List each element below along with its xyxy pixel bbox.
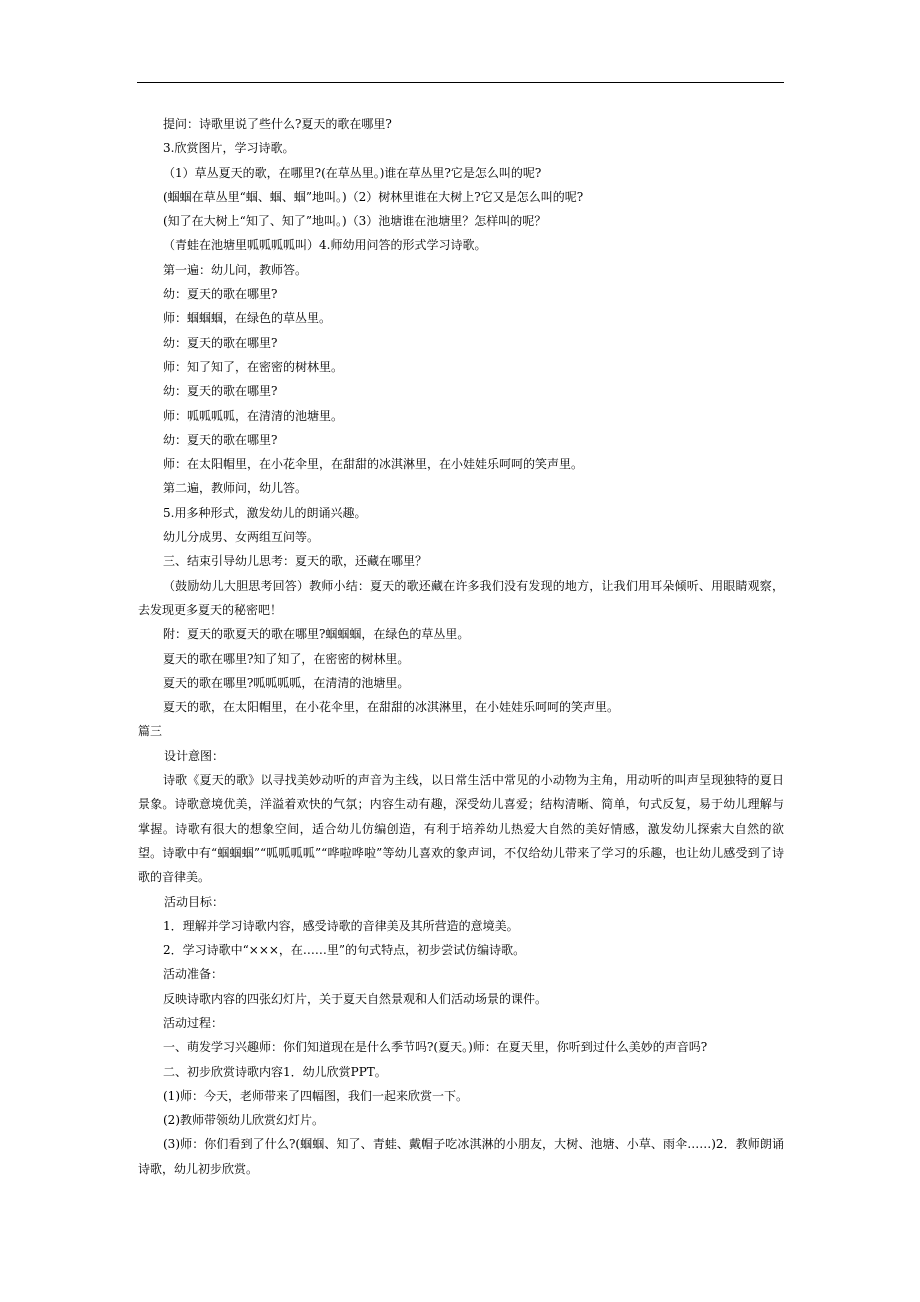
paragraph: 附：夏天的歌夏天的歌在哪里?蝈蝈蝈，在绿色的草丛里。 (163, 627, 470, 642)
paragraph: 第二遍，教师问，幼儿答。 (163, 481, 308, 496)
chapter-heading: 篇三 (138, 724, 163, 739)
paragraph: (知了在大树上“知了、知了”地叫。)（3）池塘谁在池塘里？怎样叫的呢？ (163, 214, 547, 229)
paragraph: 幼：夏天的歌在哪里? (163, 287, 278, 302)
paragraph: 第一遍：幼儿问，教师答。 (163, 262, 308, 277)
paragraph: 夏天的歌在哪里?呱呱呱呱，在清清的池塘里。 (163, 675, 410, 690)
paragraph: 师：呱呱呱呱，在清清的池塘里。 (163, 408, 344, 423)
paragraph: 幼：夏天的歌在哪里? (163, 335, 278, 350)
paragraph: (2)教师带领幼儿欣赏幻灯片。 (163, 1113, 324, 1128)
paragraph: 夏天的歌，在太阳帽里，在小花伞里，在甜甜的冰淇淋里，在小娃娃乐呵呵的笑声里。 (163, 700, 620, 715)
paragraph: 提问：诗歌里说了些什么?夏天的歌在哪里? (163, 117, 392, 131)
paragraph: 师：在太阳帽里，在小花伞里，在甜甜的冰淇淋里，在小娃娃乐呵呵的笑声里。 (163, 457, 584, 472)
paragraph: 夏天的歌在哪里?知了知了，在密密的树林里。 (163, 651, 410, 666)
paragraph: 师：知了知了，在密密的树林里。 (163, 359, 344, 374)
paragraph: 幼：夏天的歌在哪里? (163, 432, 278, 447)
paragraph: (蝈蝈在草丛里“蝈、蝈、蝈”地叫。)（2）树林里谁在大树上?它又是怎么叫的呢? (163, 189, 584, 204)
paragraph: 幼儿分成男、女两组互问等。 (163, 530, 320, 545)
paragraph: 诗歌《夏天的歌》以寻找美妙动听的声音为主线，以日常生活中常见的小动物为主角，用动听的叫声呈现独特的夏日景象。诗歌意境优美，洋溢着欢快的气氛；内容生动有趣，深受幼儿喜爱；结构清晰、简单，句式反复，易于幼儿理解与掌握。诗歌有很大的想象空间，适合幼儿仿编创造，有利于培养幼儿热爱大自然的美好情感，激发幼儿探索大自然的欲望。诗歌中有“蝈蝈蝈”“呱呱呱呱”“哗啦哗啦”等幼儿喜欢的象声词，不仅给幼儿带来了学习的乐趣，也让幼儿感受到了诗歌的音律美。 (138, 773, 784, 885)
paragraph: （鼓励幼儿大胆思考回答）教师小结：夏天的歌还藏在许多我们没有发现的地方，让我们用耳朵倾听、用眼睛观察，去发现更多夏天的秘密吧！ (138, 578, 784, 617)
subheading: 活动过程： (163, 1015, 224, 1030)
paragraph: 3.欣赏图片，学习诗歌。 (163, 141, 295, 156)
document-body (138, 112, 784, 1181)
paragraph: 反映诗歌内容的四张幻灯片，关于夏天自然景观和人们活动场景的课件。 (163, 991, 548, 1006)
paragraph: 师：蝈蝈蝈，在绿色的草丛里。 (163, 311, 332, 326)
paragraph: (3)师：你们看到了什么?(蝈蝈、知了、青蛙、戴帽子吃冰淇淋的小朋友，大树、池塘、小草、雨伞……)2．教师朗诵诗歌，幼儿初步欣赏。 (138, 1137, 784, 1176)
paragraph: 一、萌发学习兴趣师：你们知道现在是什么季节吗?(夏天。)师：在夏天里，你听到过什么美妙的声音吗? (163, 1040, 708, 1055)
section-heading: 三、结束引导幼儿思考：夏天的歌，还藏在哪里？ (163, 554, 428, 569)
subheading: 活动准备： (163, 967, 224, 982)
subheading: 设计意图： (164, 748, 225, 763)
list-item: 2．学习诗歌中“×××，在……里”的句式特点，初步尝试仿编诗歌。 (163, 943, 526, 958)
paragraph: （青蛙在池塘里呱呱呱呱叫）4.师幼用问答的形式学习诗歌。 (163, 238, 487, 253)
paragraph: 5.用多种形式，激发幼儿的朗诵兴趣。 (163, 505, 367, 520)
list-item: 1．理解并学习诗歌内容，感受诗歌的音律美及其所营造的意境美。 (163, 918, 519, 933)
header-rule (137, 82, 784, 83)
paragraph: （1）草丛夏天的歌，在哪里?(在草丛里。)谁在草丛里?它是怎么叫的呢? (163, 165, 542, 180)
paragraph: 二、初步欣赏诗歌内容1．幼儿欣赏PPT。 (163, 1064, 387, 1079)
paragraph: 幼：夏天的歌在哪里? (163, 384, 278, 399)
paragraph: (1)师：今天，老师带来了四幅图，我们一起来欣赏一下。 (163, 1088, 469, 1103)
subheading: 活动目标： (164, 894, 225, 909)
